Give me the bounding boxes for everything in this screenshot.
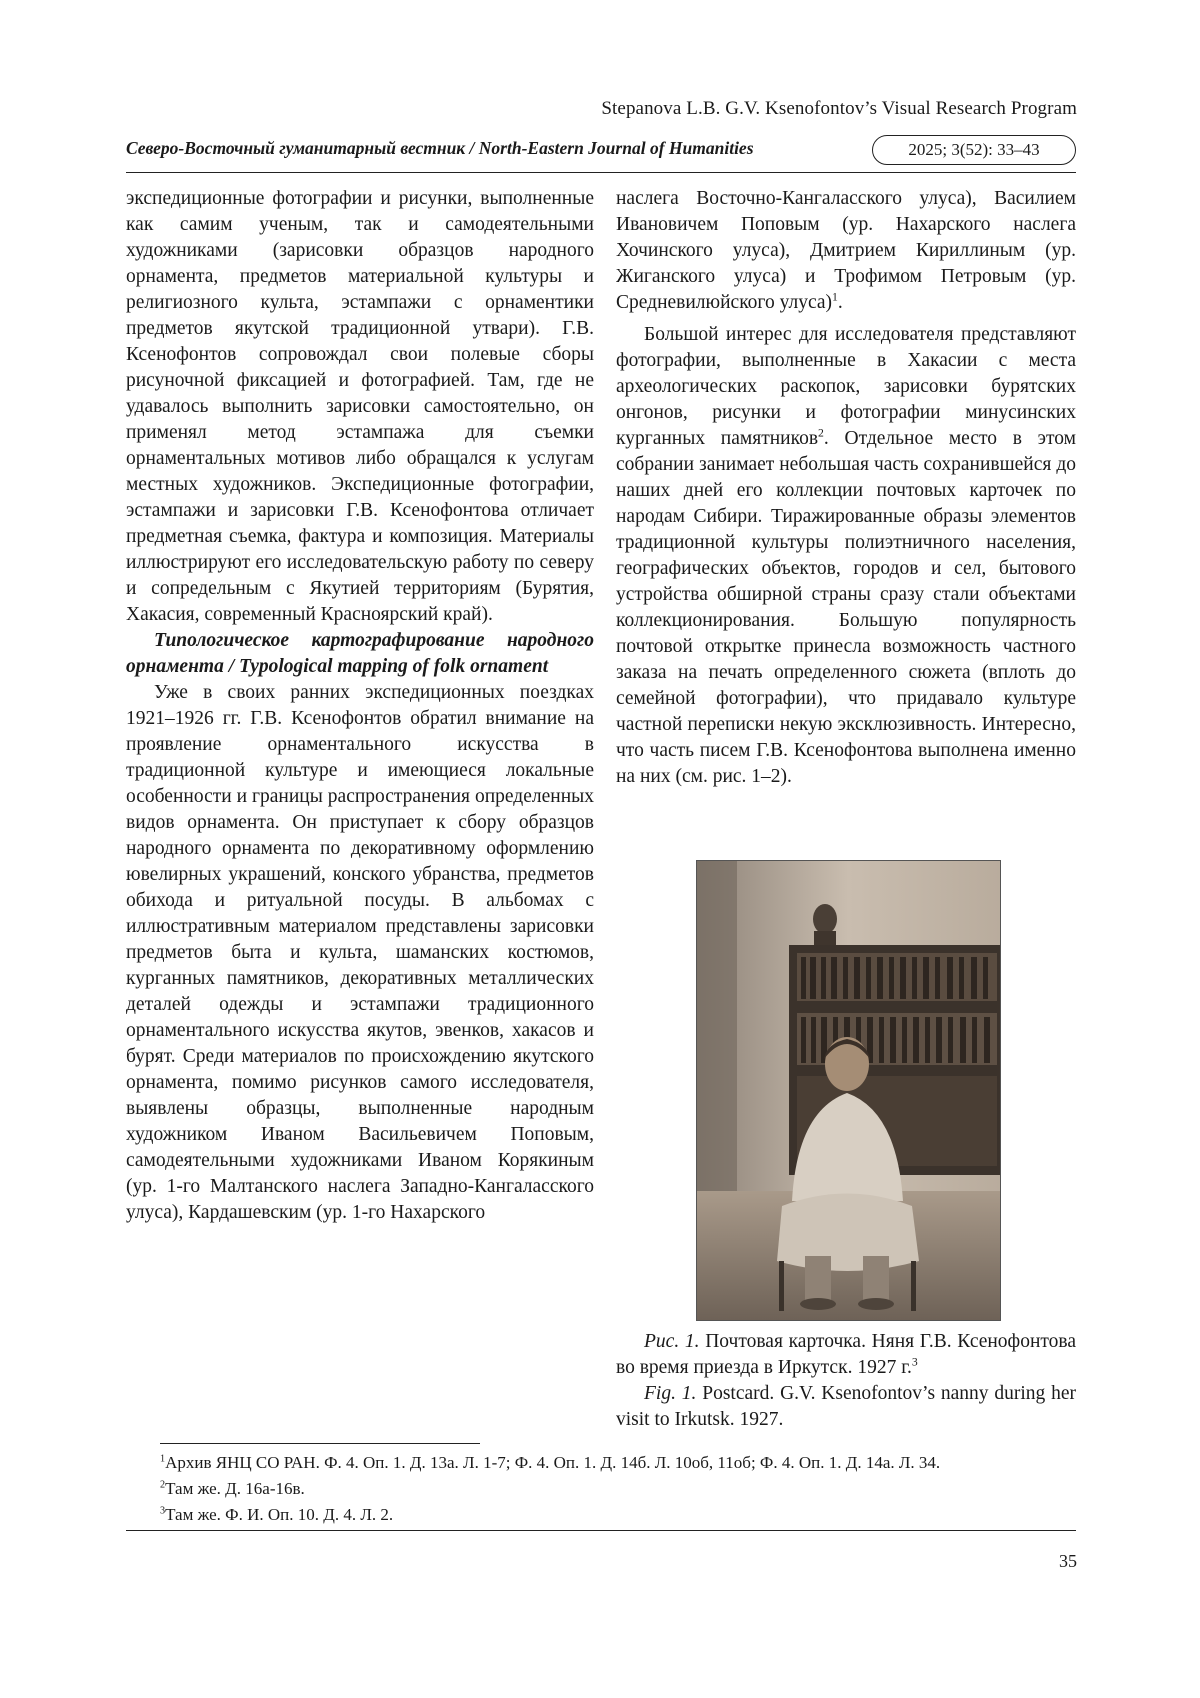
right-paragraph-2-rest: . Отдельное место в этом собрании занимает небольшая часть сохранившейся до наших дней его коллекции почтовых карточек по народам Сибири. Тиражированные образы элементов традиционной культуры полиэтничного населения, географических объектов, городов и сел, бытового устройства обширной страны сразу стали объектами коллекционирования. Большую популярность почтовой открытке принесла возможность частного заказа на печать определенного сюжета (вплоть до семейной фотографии), что придавало культуре частной переписки некую эксклюзивность. Интересно, что часть писем Г.В. Ксенофонтова выполнена именно на них (см. рис. 1–2). — [616, 428, 1077, 787]
footnote-ref-2: 2 — [818, 426, 824, 440]
footnote-ref-1: 1 — [832, 290, 838, 304]
postcard-photo — [696, 860, 1001, 1321]
right-paragraph-1-text: наслега Восточно-Кангаласского улуса), Василием Ивановичем Поповым (ур. Нахарского наслега Хочинского улуса), Дмитрием Кириллиным (ур. Жиганского улуса) и Трофимом Петровым (ур. Средневилюйского улуса) — [616, 188, 1076, 313]
journal-header — [126, 136, 1076, 173]
footnote-1-text: Архив ЯНЦ СО РАН. Ф. 4. Оп. 1. Д. 13а. Л. 1-7; Ф. 4. Оп. 1. Д. 14б. Л. 10об, 11об; Ф. 4. Оп. 1. Д. 14а. Л. 34. — [165, 1453, 941, 1472]
caption-ru-label: Рис. 1. — [644, 1331, 700, 1352]
page-number: 35 — [1059, 1551, 1077, 1571]
footnote-3 — [160, 1502, 1100, 1528]
footnote-1-number: 1 — [160, 1453, 166, 1465]
right-paragraph-2 — [616, 322, 1076, 790]
caption-en — [616, 1381, 1076, 1433]
journal-name: Северо-Восточный гуманитарный вестник / North-Eastern Journal of Humanities — [126, 138, 754, 158]
section-heading: Типологическое картографирование народного орнамента / Typological mapping of folk ornament — [126, 630, 594, 677]
right-column — [616, 186, 1076, 790]
footnote-3-text: Там же. Ф. И. Оп. 10. Д. 4. Л. 2. — [165, 1505, 394, 1524]
left-paragraph-2: Уже в своих ранних экспедиционных поездках 1921–1926 гг. Г.В. Ксенофонтов обратил внимание на проявление орнаментального искусства в традиционной культуре и имеющиеся локальные особенности и границы распространения определенных видов орнамента. Он приступает к сбору образцов народного орнамента по декоративному оформлению ювелирных украшений, конского убранства, предметов обихода и ритуальной посуды. В альбомах с иллюстративным материалом представлены зарисовки предметов быта и культа, шаманских костюмов, курганных памятников, декоративных металлических деталей одежды и эстампажи традиционного орнаментального искусства якутов, эвенков, хакасов и бурят. Среди материалов по происхождению якутского орнамента, помимо рисунков самого исследователя, выявлены образцы, выполненные народным художником Иваном Васильевичем Поповым, самодеятельными художниками Иваном Корякиным (ур. 1-го Малтанского наслега Западно-Кангаласского улуса), Кардашевским (ур. 1-го Нахарского — [126, 682, 594, 1223]
footnote-2-number: 2 — [160, 1479, 166, 1491]
footnote-1 — [160, 1450, 1100, 1476]
bottom-divider — [126, 1530, 1076, 1531]
footnote-2-text: Там же. Д. 16а-16в. — [165, 1479, 305, 1498]
left-column — [126, 186, 594, 1226]
footnote-2 — [160, 1476, 1100, 1502]
right-paragraph-2-text: Большой интерес для исследователя представляют фотографии, выполненные в Хакасии с места археологических раскопок, зарисовки бурятских онгонов, рисунки и фотографии минусинских курганных памятников — [616, 324, 1076, 449]
footnote-divider — [160, 1443, 480, 1444]
left-paragraph-1: экспедиционные фотографии и рисунки, выполненные как самим ученым, так и самодеятельными художниками (зарисовки образцов народного орнамента, предметов материальной культуры и религиозного культа, эстампажи с орнаментики предметов якутской традиционной утвари). Г.В. Ксенофонтов сопровождал свои полевые сборы рисуночной фиксацией и фотографией. Там, где не удавалось выполнить зарисовки самостоятельно, он применял метод эстампажа для съемки орнаментальных мотивов либо обращался к услугам местных художников. Экспедиционные фотографии, эстампажи и зарисовки Г.В. Ксенофонтова отличает предметная съемка, фактура и композиция. Материалы иллюстрируют его исследовательскую работу по северу и сопредельным с Якутией территориям (Бурятия, Хакасия, современный Красноярский край). — [126, 188, 594, 625]
issue-badge: 2025; 3(52): 33–43 — [872, 135, 1076, 165]
caption-en-text: Postcard. G.V. Ksenofontov’s nanny during her visit to Irkutsk. 1927. — [616, 1383, 1076, 1430]
footnotes — [160, 1450, 1100, 1528]
running-head: Stepanova L.B. G.V. Ksenofontov’s Visual Research Program — [601, 98, 1077, 119]
figure-caption — [616, 1329, 1076, 1433]
caption-ru — [616, 1329, 1076, 1381]
postcard-illustration — [697, 861, 1000, 1320]
caption-en-label: Fig. 1. — [644, 1383, 697, 1404]
right-paragraph-1 — [616, 186, 1076, 316]
footnote-3-number: 3 — [160, 1505, 166, 1517]
footnote-ref-3: 3 — [911, 1355, 918, 1369]
caption-ru-text: Почтовая карточка. Няня Г.В. Ксенофонтова во время приезда в Иркутск. 1927 г. — [616, 1331, 1076, 1378]
right-paragraph-1-end: . — [837, 292, 843, 313]
